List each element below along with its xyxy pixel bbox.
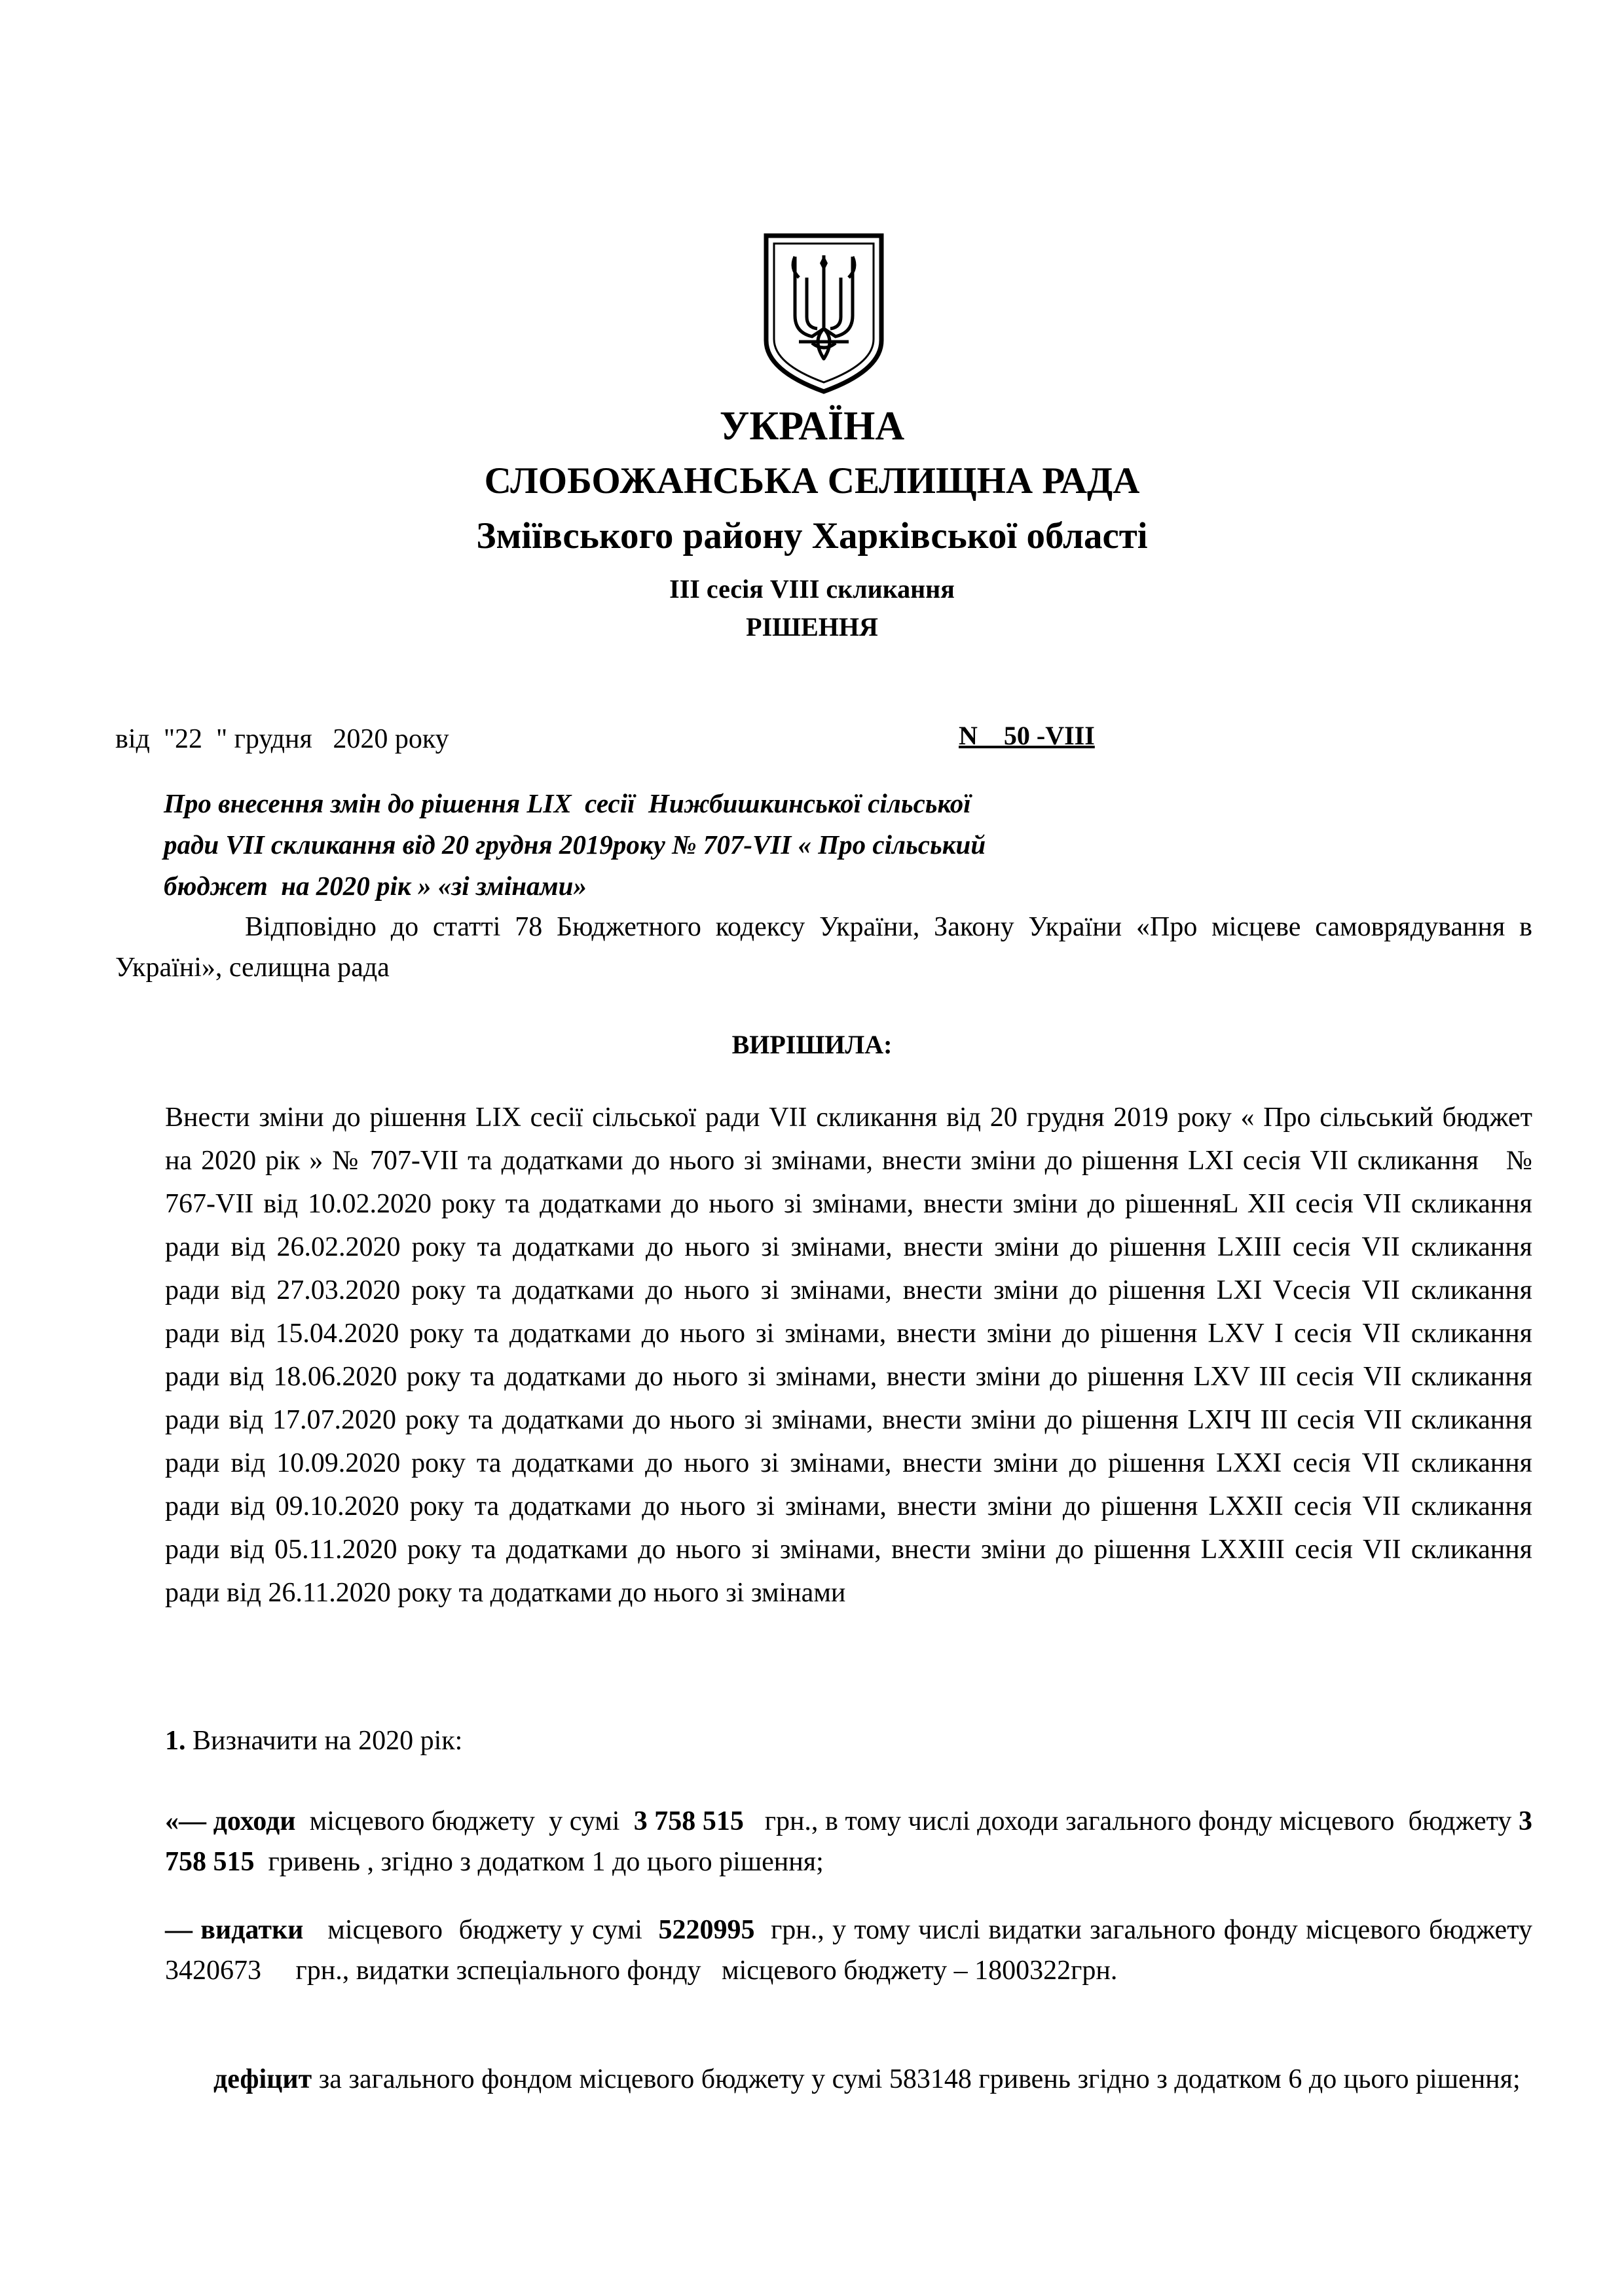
income-text-2: грн., в тому числі доходи загального фонду місцевого бюджету	[743, 1806, 1519, 1836]
subject-line-2: ради VII скликання від 20 грудня 2019року № 707-VII « Про сільський	[164, 829, 986, 860]
coat-of-arms-icon	[760, 230, 888, 395]
district-title: Зміївського району Харківської області	[476, 515, 1148, 556]
decision-date: від "22 " грудня 2020 року	[115, 724, 449, 754]
document-type: РІШЕННЯ	[746, 612, 878, 642]
main-paragraph: Внести зміни до рішення LIX сесії сільської ради VII скликання від 20 грудня 2019 року « Про сільський бюджет на 2020 рік » № 707-VII та додатками до нього зі змінами, внести зміни до рішення LXI сесія VII скликання № 767-VII від 10.02.2020 року та додатками до нього зі змінами, внести зміни до рішенняL XII сесія VII скликання ради від 26.02.2020 року та додатками до нього зі змінами, внести зміни до рішення LXIII сесія VII скликання ради від 27.03.2020 року та додатками до нього зі змінами, внести зміни до рішення LXI Vсесія VII скликання ради від 15.04.2020 року та додатками до нього зі змінами, внести зміни до рішення LXV I сесія VII скликання ради від 18.06.2020 року та додатками до нього зі змінами, внести зміни до рішення LXV III сесія VII скликання ради від 17.07.2020 року та додатками до нього зі змінами, внести зміни до рішення LXIЧ III сесія VII скликання ради від 10.09.2020 року та додатками до нього зі змінами, внести зміни до рішення LXXI сесія VII скликання ради від 09.10.2020 року та додатками до нього зі змінами, внести зміни до рішення LXXII сесія VII скликання ради від 05.11.2020 року та додатками до нього зі змінами, внести зміни до рішення LXXIII сесія VII скликання ради від 26.11.2020 року та додатками до нього зі змінами	[165, 1102, 1560, 1608]
income-paragraph	[165, 1801, 1540, 1882]
resolved-heading: ВИРІШИЛА:	[731, 1030, 893, 1059]
subject-line-3: бюджет на 2020 рік » «зі змінами»	[164, 871, 587, 901]
deficit-text: за загального фондом місцевого бюджету у сумі 583148 гривень згідно з додатком 6 до цього рішення;	[312, 2064, 1521, 2094]
income-text-3: гривень , згідно з додатком 1 до цього рішення;	[254, 1847, 824, 1877]
council-title: СЛОБОЖАНСЬКА СЕЛИЩНА РАДА	[484, 460, 1140, 501]
income-sum: 3 758 515	[633, 1806, 744, 1836]
country-title: УКРАЇНА	[719, 404, 905, 448]
decision-number: N 50 -VIII	[959, 721, 1095, 750]
expenses-text-1: місцевого бюджету у сумі	[303, 1915, 659, 1945]
income-text-1: місцевого бюджету у сумі	[295, 1806, 634, 1836]
session-title: ІІІ сесія VIII скликання	[669, 574, 955, 604]
expenses-paragraph	[165, 1910, 1540, 1991]
income-label: «— доходи	[165, 1806, 296, 1836]
income-general-fund-sum: 3 758 515	[165, 1806, 1540, 1877]
expenses-sum: 5220995	[658, 1915, 755, 1945]
item-1-number: 1.	[165, 1726, 186, 1756]
deficit-paragraph	[115, 2059, 1532, 2100]
deficit-label: дефіцит	[213, 2064, 312, 2094]
preamble: Відповідно до статті 78 Бюджетного кодексу України, Закону України «Про місцеве самоврядування в Україні», селищна рада	[115, 912, 1532, 983]
expenses-label: — видатки	[165, 1915, 304, 1945]
item-1	[165, 1721, 462, 1761]
subject-line-1: Про внесення змін до рішення LIX сесії Нижбишкинської сільської	[164, 788, 971, 818]
item-1-text: Визначити на 2020 рік:	[185, 1726, 463, 1756]
expenses-text-2: грн., у тому числі видатки загального фонду місцевого бюджету 3420673 грн., видатки зспеціального фонду місцевого бюджету – 1800322грн.	[165, 1915, 1540, 1986]
